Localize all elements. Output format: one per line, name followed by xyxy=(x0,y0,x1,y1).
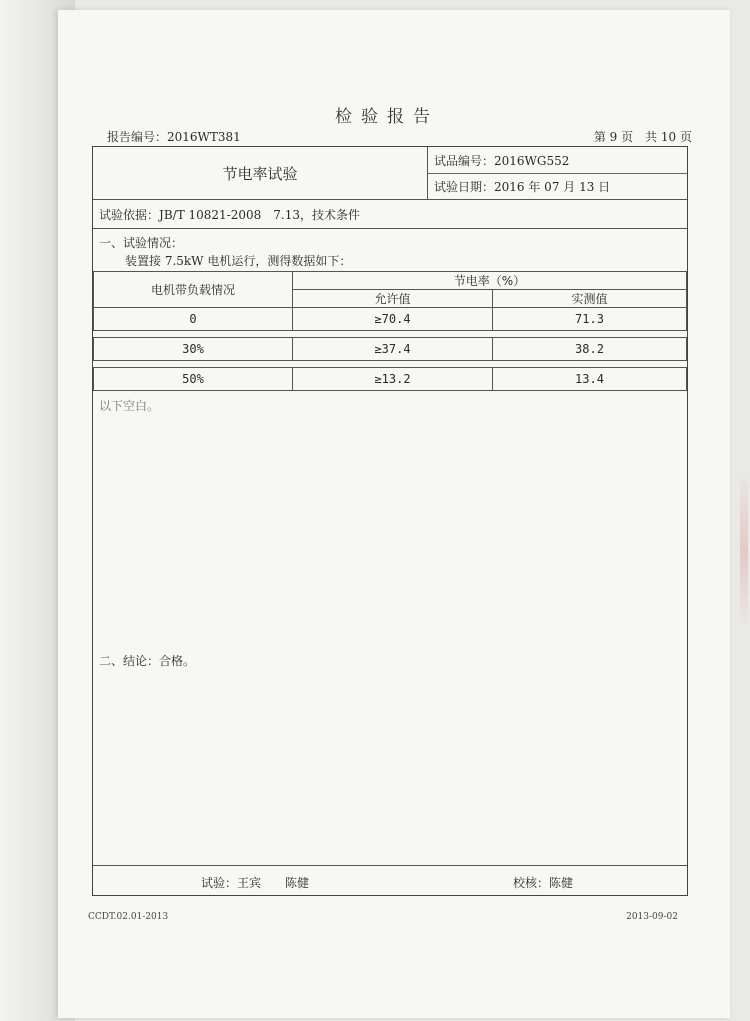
conclusion: 二、结论：合格。 xyxy=(99,654,196,668)
cell-measured: 71.3 xyxy=(493,308,687,331)
row-spacer xyxy=(94,331,687,338)
test-name: 节电率试验 xyxy=(93,147,428,199)
cell-load: 50% xyxy=(94,368,293,391)
col-header-load: 电机带负载情况 xyxy=(94,272,293,308)
sample-number-value: 2016WG552 xyxy=(494,154,570,168)
cell-measured: 38.2 xyxy=(493,338,687,361)
basis-bottom-line xyxy=(93,228,687,229)
page-number: 第 9 页 共 10 页 xyxy=(593,130,692,144)
test-basis-label: 试验依据： xyxy=(99,208,160,222)
header-divider xyxy=(428,173,687,174)
sample-number-label: 试品编号： xyxy=(434,154,495,168)
table-row xyxy=(94,368,687,391)
col-header-measured: 实测值 xyxy=(493,290,687,308)
report-number: 报告编号：2016WT381 xyxy=(107,130,241,144)
cell-allowed: ≥70.4 xyxy=(293,308,493,331)
table-row xyxy=(94,338,687,361)
test-date xyxy=(434,178,610,195)
section-test-conditions-description: 装置接 7.5kW 电机运行，测得数据如下： xyxy=(125,254,352,268)
col-header-allowed: 允许值 xyxy=(293,290,493,308)
form-date: 2013-09-02 xyxy=(626,912,678,922)
document-title: 检验报告 xyxy=(335,107,439,127)
test-date-label: 试验日期： xyxy=(434,180,495,194)
test-basis-value: JB/T 10821-2008 7.13，技术条件 xyxy=(159,208,360,222)
cell-allowed: ≥37.4 xyxy=(293,338,493,361)
table-row xyxy=(94,308,687,331)
cell-allowed: ≥13.2 xyxy=(293,368,493,391)
cell-load: 30% xyxy=(94,338,293,361)
signature-divider xyxy=(93,865,687,866)
section-test-conditions-heading: 一、试验情况： xyxy=(99,236,184,250)
results-table xyxy=(93,271,687,391)
col-header-saving-rate: 节电率（%） xyxy=(293,272,687,290)
cell-measured: 13.4 xyxy=(493,368,687,391)
test-basis xyxy=(99,206,360,223)
cell-load: 0 xyxy=(94,308,293,331)
tester-signature: 试验：王宾 陈健 xyxy=(201,876,310,890)
stamp-bleed xyxy=(740,470,748,630)
sample-number xyxy=(434,152,569,169)
checker-signature: 校核：陈健 xyxy=(513,876,574,890)
header-bottom-line xyxy=(93,199,687,200)
report-frame xyxy=(92,146,688,896)
form-code: CCDT.02.01-2013 xyxy=(88,912,169,922)
row-spacer xyxy=(94,361,687,368)
test-date-value: 2016 年 07 月 13 日 xyxy=(494,180,611,194)
blank-below-note: 以下空白。 xyxy=(99,399,160,413)
